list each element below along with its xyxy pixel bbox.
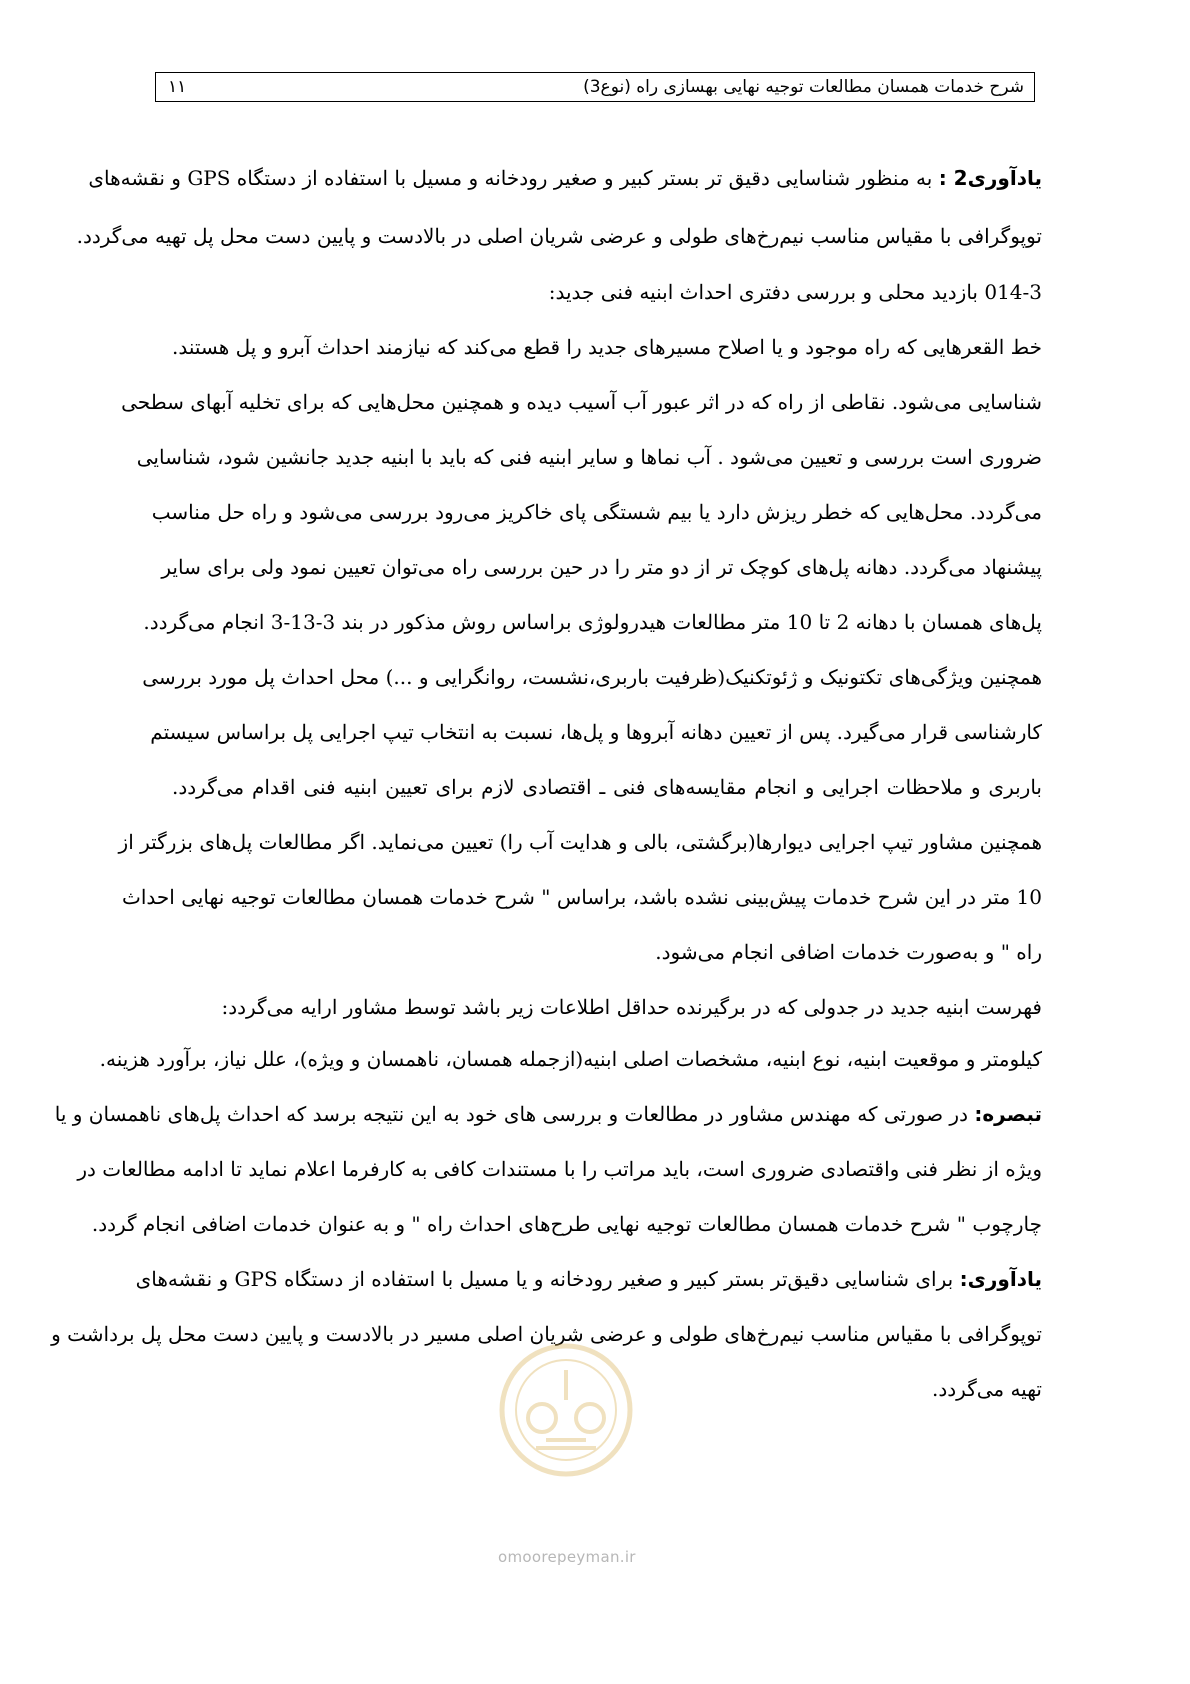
list-intro: فهرست ابنیه جدید در جدولی که در برگیرنده حداقل اطلاعات زیر باشد توسط مشاور ارایه می‌گردد:	[221, 995, 1042, 1019]
note-line-2: توپوگرافی با مقیاس مناسب نیم‌رخ‌های طولی و عرضی شریان اصلی مسیر در بالادست و پایین دست محل پل برداشت و	[51, 1322, 1042, 1346]
watermark-text: omoorepeyman.ir	[498, 1548, 636, 1566]
note2-text-1: به منظور شناسایی دقیق تر بستر کبیر و صغیر رودخانه و مسیل با استفاده از دستگاه GPS و نقشه‌های	[88, 166, 939, 190]
body-line: ضروری است بررسی و تعیین می‌شود . آب نماها و سایر ابنیه فنی که باید با ابنیه جدید جانشین شود، شناسایی	[136, 445, 1042, 469]
page-number: ۱۱	[168, 77, 187, 97]
body-line: همچنین ویژگی‌های تکتونیک و ژئوتکنیک(ظرفیت باربری،نشست، روانگرایی و ...) محل احداث پل مورد بررسی	[142, 665, 1042, 689]
remark-line-3: چارچوب " شرح خدمات همسان مطالعات توجیه نهایی طرح‌های احداث راه " و به عنوان خدمات اضافی انجام گردد.	[91, 1212, 1042, 1236]
remark-line-1	[54, 1100, 1042, 1128]
header-title: شرح خدمات همسان مطالعات توجیه نهایی بهسازی راه (نوع3)	[583, 77, 1024, 97]
list-items: کیلومتر و موقعیت ابنیه، نوع ابنیه، مشخصات اصلی ابنیه(ازجمله همسان، ناهمسان و ویژه)، علل نیاز، برآورد هزینه.	[99, 1047, 1042, 1071]
note2-line-1	[88, 164, 1042, 192]
section-heading: 014-3 بازدید محلی و بررسی دفتری احداث ابنیه فنی جدید:	[548, 280, 1042, 304]
body-line: پل‌های همسان با دهانه 2 تا 10 متر مطالعات هیدرولوژی براساس روش مذکور در بند 3-13-3 انجام می‌گردد.	[143, 610, 1042, 634]
remark-line-2: ویژه از نظر فنی واقتصادی ضروری است، باید مراتب را با مستندات کافی به کارفرما اعلام نماید تا ادامه مطالعات در	[77, 1157, 1042, 1181]
body-line: 10 متر در این شرح خدمات پیش‌بینی نشده باشد، براساس " شرح خدمات همسان مطالعات توجیه نهایی احداث	[122, 885, 1042, 909]
watermark-logo-icon	[496, 1340, 636, 1480]
note-lead: یادآوری:	[959, 1267, 1042, 1291]
body-line: همچنین مشاور تیپ اجرایی دیوارها(برگشتی، بالی و هدایت آب را) تعیین می‌نماید. اگر مطالعات پل‌های بزرگتر از	[118, 830, 1042, 854]
body-line: راه " و به‌صورت خدمات اضافی انجام می‌شود.	[655, 940, 1042, 964]
body-line: پیشنهاد می‌گردد. دهانه پل‌های کوچک تر از دو متر را در حین بررسی راه می‌توان تعیین نمود ولی برای سایر	[161, 555, 1042, 579]
note-line-3: تهیه می‌گردد.	[931, 1377, 1042, 1401]
remark-lead: تبصره:	[974, 1102, 1042, 1126]
body-line: کارشناسی قرار می‌گیرد. پس از تعیین دهانه آبروها و پل‌ها، نسبت به انتخاب تیپ اجرایی پل براساس سیستم	[150, 720, 1042, 744]
note-line-1	[135, 1265, 1042, 1293]
note2-line-2: توپوگرافی با مقیاس مناسب نیم‌رخ‌های طولی و عرضی شریان اصلی در بالادست و پایین دست محل پل تهیه می‌گردد.	[76, 224, 1042, 248]
body-line: باربری و ملاحظات اجرایی و انجام مقایسه‌های فنی ـ اقتصادی لازم برای تعیین ابنیه فنی اقدام می‌گردد.	[172, 775, 1042, 799]
body-line: می‌گردد. محل‌هایی که خطر ریزش دارد یا بیم شستگی پای خاکریز می‌رود بررسی می‌شود و راه حل مناسب	[151, 500, 1042, 524]
body-line: شناسایی می‌شود. نقاطی از راه که در اثر عبور آب آسیب دیده و همچنین محل‌هایی که برای تخلیه آبهای سطحی	[121, 390, 1042, 414]
body-line: خط القعرهایی که راه موجود و یا اصلاح مسیرهای جدید را قطع می‌کند که نیازمند احداث آبرو و پل هستند.	[171, 335, 1042, 359]
note-text-1: برای شناسایی دقیق‌تر بستر کبیر و صغیر رودخانه و یا مسیل با استفاده از دستگاه GPS و نقشه‌های	[135, 1267, 960, 1291]
remark-text-1: در صورتی که مهندس مشاور در مطالعات و بررسی های خود به این نتیجه برسد که احداث پل‌های ناهمسان و یا	[54, 1102, 975, 1126]
note2-lead: یادآوری2 :	[938, 166, 1042, 190]
page-header	[155, 72, 1035, 102]
